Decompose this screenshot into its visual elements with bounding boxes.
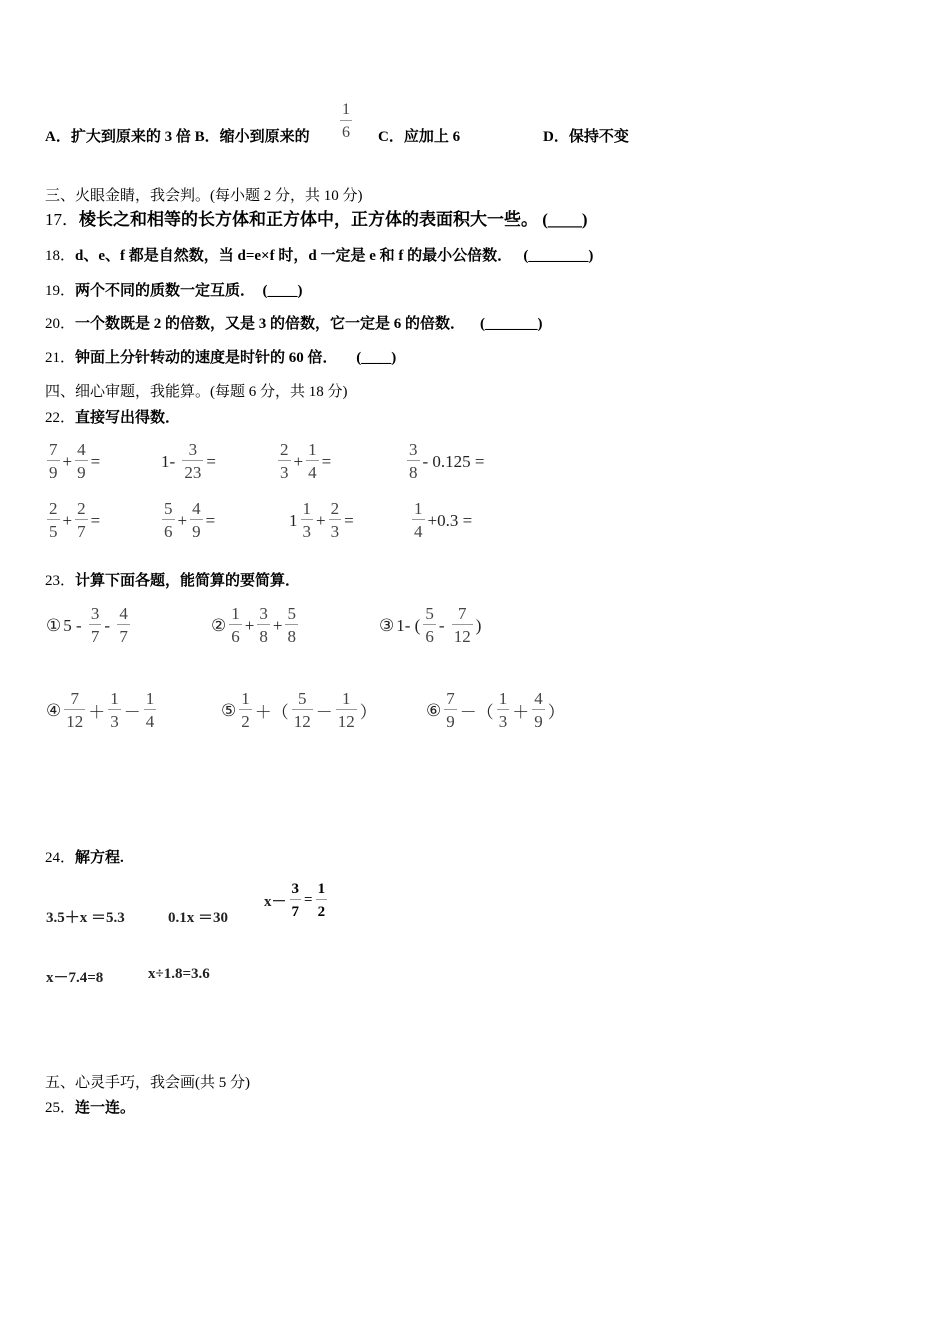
numerator: 1 <box>308 440 317 459</box>
expression-text: ＋ <box>512 703 530 722</box>
numerator: 1 <box>342 689 351 708</box>
expression <box>160 499 216 542</box>
expression <box>45 440 101 483</box>
fraction <box>278 440 291 483</box>
expression-text: ） <box>547 703 565 722</box>
fraction <box>190 499 203 542</box>
numerator: 4 <box>77 440 86 459</box>
numerator: 7 <box>446 689 455 708</box>
expression-text: = <box>321 451 332 471</box>
denominator: 7 <box>290 899 302 922</box>
numerator: 3 <box>291 881 300 897</box>
numerator: 1 <box>241 689 250 708</box>
expression-text: = <box>90 510 101 530</box>
numerator: 7 <box>458 604 467 623</box>
question-text: 直接写出得数． <box>75 410 181 426</box>
denominator: 6 <box>229 624 242 647</box>
numerator: 1 <box>498 689 508 708</box>
expression-text: - <box>104 615 115 635</box>
question-number: 22． <box>45 410 76 426</box>
expression-text: x－ <box>264 894 287 910</box>
expression <box>263 879 329 922</box>
numerator: 5 <box>425 604 434 623</box>
expression-text: = <box>304 892 313 908</box>
fraction <box>532 689 545 732</box>
fraction <box>316 879 328 922</box>
denominator: 23 <box>182 460 203 483</box>
denominator: 7 <box>89 624 102 647</box>
fraction <box>182 440 203 483</box>
question-22 <box>45 409 180 427</box>
expression-text: + <box>244 615 255 635</box>
numerator: 3 <box>90 604 100 623</box>
denominator: 9 <box>444 709 457 732</box>
question-number: 25． <box>45 1100 76 1116</box>
question-18 <box>45 247 593 265</box>
question-20 <box>45 315 543 333</box>
fraction <box>407 440 420 483</box>
expression-text: 1 <box>289 510 298 530</box>
expression-text: - <box>438 615 449 635</box>
numerator: 2 <box>77 499 86 518</box>
expression <box>45 906 126 927</box>
denominator: 8 <box>257 624 270 647</box>
expression <box>425 689 566 732</box>
denominator: 6 <box>423 624 436 647</box>
expression-text: ① <box>46 615 62 635</box>
question-24 <box>45 849 124 867</box>
fraction <box>497 689 510 732</box>
expression-text: ② <box>211 615 227 635</box>
expression-text: = <box>344 510 354 530</box>
question-text: d、e、f 都是自然数，当 d=e×f 时，d 一定是 e 和 f 的最小公倍数． (________) <box>75 248 594 264</box>
expression-text: + <box>272 615 283 635</box>
fraction <box>108 689 121 732</box>
denominator: 8 <box>285 624 298 647</box>
numerator: 2 <box>330 499 340 518</box>
question-number: 18． <box>45 248 76 264</box>
expression-text: = <box>206 451 217 471</box>
section-5-title: 五、心灵手巧，我会画(共 5 分) <box>45 1075 250 1091</box>
fraction <box>144 689 157 732</box>
option-d: D．保持不变 <box>543 129 629 145</box>
numerator: 2 <box>49 499 58 518</box>
denominator: 7 <box>75 519 88 542</box>
fraction <box>229 604 242 647</box>
question-number: 17． <box>45 210 79 229</box>
expression-text: ③ <box>379 615 395 635</box>
expression-text: 1- <box>161 451 180 471</box>
fraction <box>336 689 357 732</box>
question-number: 19． <box>45 283 76 299</box>
question-text: 棱长之和相等的长方体和正方体中，正方体的表面积大一些。 (____) <box>79 210 588 229</box>
question-number: 24． <box>45 850 76 866</box>
fraction <box>340 100 352 143</box>
question-text: 解方程. <box>75 850 124 866</box>
expression-text: ) <box>475 615 482 635</box>
question-25 <box>45 1099 135 1117</box>
expression <box>45 966 104 987</box>
denominator: 3 <box>108 709 121 732</box>
numerator: 4 <box>192 499 201 518</box>
denominator: 3 <box>301 519 314 542</box>
question-text: 两个不同的质数一定互质． (____) <box>75 283 303 299</box>
expression-text: ＋ <box>88 703 106 722</box>
expression-text: ⑤ <box>221 700 237 720</box>
numerator: 1 <box>317 881 326 897</box>
denominator: 9 <box>190 519 203 542</box>
denominator: 9 <box>532 709 545 732</box>
expression-text: ＋（ <box>254 703 289 722</box>
expression-text: + <box>62 510 73 530</box>
expression <box>147 966 211 983</box>
denominator: 3 <box>329 519 342 542</box>
question-number: 21． <box>45 350 76 366</box>
denominator: 12 <box>336 709 357 732</box>
expression <box>276 440 332 483</box>
denominator: 2 <box>239 709 252 732</box>
question-21 <box>45 349 396 367</box>
expression-text: － <box>315 703 333 722</box>
numerator: 2 <box>280 440 289 459</box>
fraction <box>290 879 302 922</box>
denominator: 9 <box>47 460 60 483</box>
question-number: 23． <box>45 573 76 589</box>
denominator: 4 <box>144 709 157 732</box>
numerator: 1 <box>302 499 311 518</box>
numerator: 1 <box>231 604 240 623</box>
numerator: 3 <box>188 440 198 459</box>
denominator: 6 <box>340 120 352 143</box>
option-c: C．应加上 6 <box>378 129 461 145</box>
expression <box>410 499 473 542</box>
fraction <box>285 604 298 647</box>
expression <box>405 440 486 483</box>
numerator: 3 <box>259 604 268 623</box>
fraction <box>329 499 342 542</box>
expression <box>378 604 482 647</box>
expression-text: ④ <box>46 700 62 720</box>
fraction <box>412 499 425 542</box>
numerator: 7 <box>70 689 79 708</box>
option-b-fraction <box>338 100 354 143</box>
numerator: 4 <box>534 689 543 708</box>
denominator: 12 <box>64 709 85 732</box>
expression <box>45 689 158 732</box>
denominator: 2 <box>316 899 328 922</box>
expression-text: - 0.125 = <box>422 451 485 471</box>
question-text: 一个数既是 2 的倍数，又是 3 的倍数，它一定是 6 的倍数． (_______) <box>75 316 543 332</box>
numerator: 3 <box>409 440 418 459</box>
expression <box>45 499 101 542</box>
expression <box>167 906 229 927</box>
question-number: 20． <box>45 316 76 332</box>
fraction <box>117 604 130 647</box>
question-text: 计算下面各题，能简算的要简算． <box>75 573 301 589</box>
expression-text: + <box>316 510 326 530</box>
expression-text: 3.5＋x ＝5.3 <box>46 910 125 926</box>
expression-text: + <box>293 451 304 471</box>
expression-text: x－7.4=8 <box>46 970 104 986</box>
question-text: 连一连。 <box>75 1100 136 1116</box>
fraction <box>301 499 314 542</box>
numerator: 1 <box>110 689 119 708</box>
section-3-title: 三、火眼金睛，我会判。(每小题 2 分，共 10 分) <box>45 188 363 204</box>
denominator: 12 <box>452 624 473 647</box>
fraction <box>47 499 60 542</box>
fraction <box>452 604 473 647</box>
expression <box>160 440 217 483</box>
expression-text: －（ <box>459 703 494 722</box>
denominator: 3 <box>497 709 510 732</box>
denominator: 12 <box>292 709 313 732</box>
denominator: 6 <box>162 519 175 542</box>
fraction <box>306 440 319 483</box>
fraction <box>47 440 60 483</box>
expression-text: +0.3 = <box>427 510 473 530</box>
denominator: 5 <box>47 519 60 542</box>
expression-text: ） <box>359 703 377 722</box>
expression-text: = <box>205 510 216 530</box>
fraction <box>239 689 252 732</box>
section-4-title: 四、细心审题，我能算。(每题 6 分，共 18 分) <box>45 384 348 400</box>
expression-text: 0.1x ＝30 <box>168 910 229 926</box>
numerator: 1 <box>145 689 155 708</box>
expression-text: 5 - <box>63 615 86 635</box>
expression-text: x÷1.8=3.6 <box>148 966 210 982</box>
expression-text: + <box>62 451 73 471</box>
expression <box>45 604 132 647</box>
numerator: 1 <box>414 499 423 518</box>
expression-text: = <box>90 451 101 471</box>
question-17 <box>45 211 588 229</box>
expression-text: + <box>177 510 188 530</box>
denominator: 8 <box>407 460 420 483</box>
fraction <box>292 689 313 732</box>
expression <box>210 604 300 647</box>
expression <box>220 689 378 732</box>
denominator: 3 <box>278 460 291 483</box>
denominator: 4 <box>412 519 425 542</box>
denominator: 7 <box>117 624 130 647</box>
fraction <box>75 440 88 483</box>
fraction <box>75 499 88 542</box>
numerator: 5 <box>164 499 173 518</box>
fraction <box>162 499 175 542</box>
option-a-b: A．扩大到原来的 3 倍 B．缩小到原来的 <box>45 129 310 145</box>
numerator: 5 <box>298 689 307 708</box>
numerator: 5 <box>287 604 296 623</box>
numerator: 7 <box>49 440 58 459</box>
denominator: 9 <box>75 460 88 483</box>
denominator: 4 <box>306 460 319 483</box>
question-19 <box>45 282 303 300</box>
expression-text: 1- ( <box>396 615 421 635</box>
fraction <box>257 604 270 647</box>
fraction <box>444 689 457 732</box>
numerator: 1 <box>342 101 350 118</box>
question-23 <box>45 572 300 590</box>
fraction <box>89 604 102 647</box>
expression <box>288 499 355 542</box>
expression-text: － <box>123 703 141 722</box>
numerator: 4 <box>119 604 128 623</box>
expression-text: ⑥ <box>426 700 442 720</box>
fraction <box>64 689 85 732</box>
question-text: 钟面上分针转动的速度是时针的 60 倍． (____) <box>75 350 397 366</box>
fraction <box>423 604 436 647</box>
